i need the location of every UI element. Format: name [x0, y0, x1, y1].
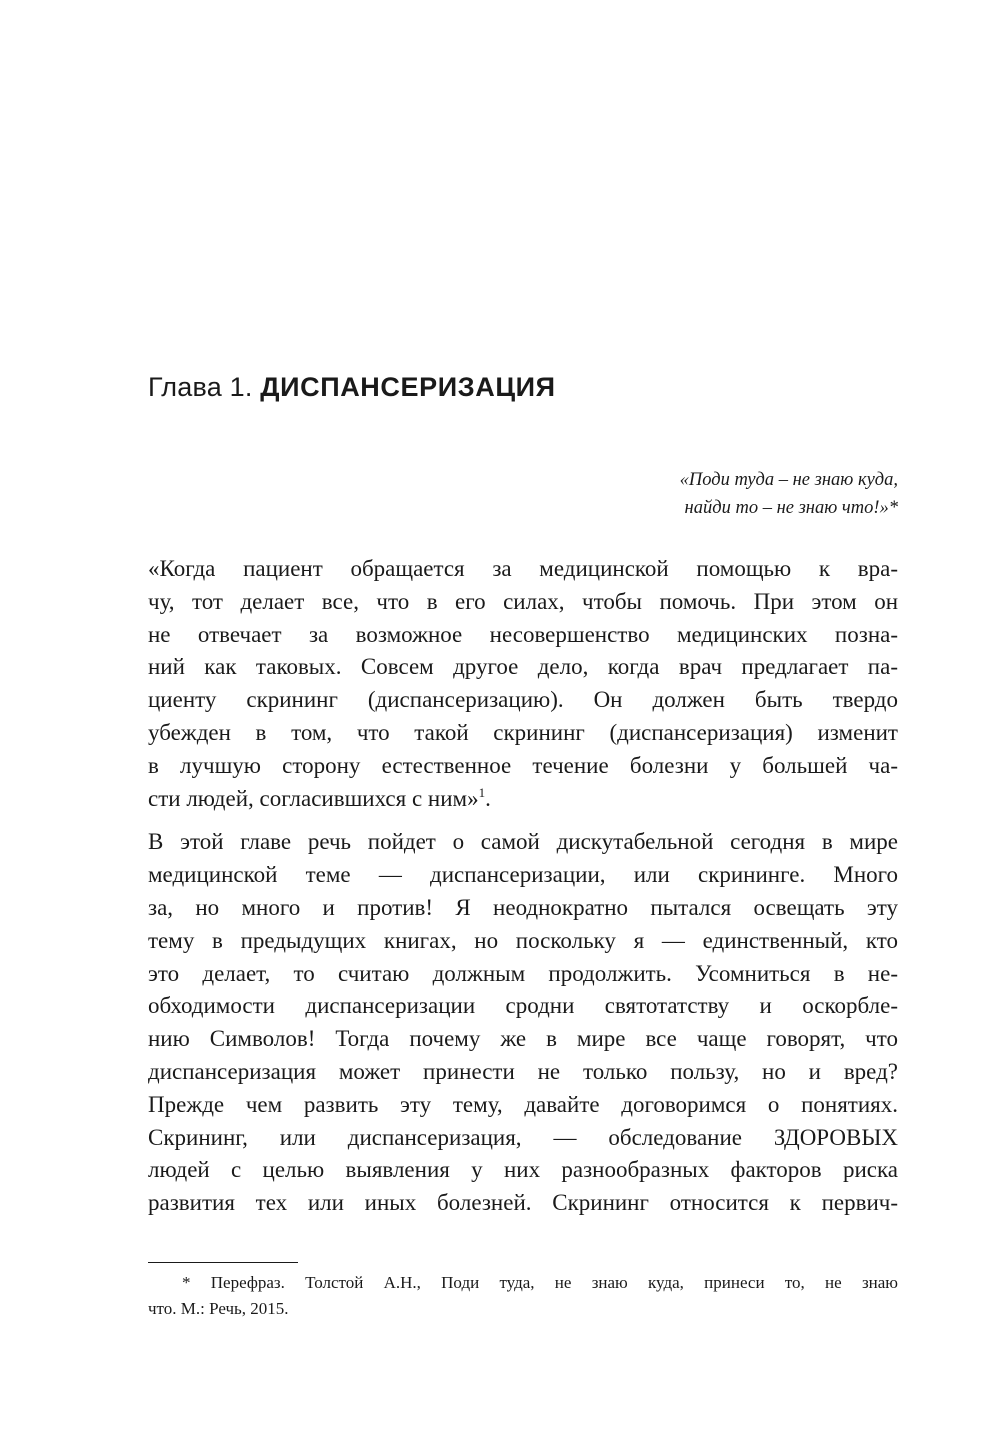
epigraph-line: найди то – не знаю что!»*: [684, 498, 898, 518]
chapter-heading: [148, 369, 556, 405]
paragraph-main: [148, 826, 898, 1220]
text-line: чу, тот делает все, что в его силах, чтобы помочь. При этом он: [148, 588, 898, 614]
text-line: в лучшую сторону естественное течение болезни у большей ча-: [148, 752, 898, 778]
text-line: нию Символов! Тогда почему же в мире все чаще говорят, что: [148, 1026, 898, 1052]
text-line: ний как таковых. Совсем другое дело, когда врач предлагает па-: [148, 654, 898, 680]
text-line: Скрининг, или диспансеризация, — обследование ЗДОРОВЫХ: [148, 1124, 898, 1150]
text-line: за, но много и против! Я неоднократно пытался освещать эту: [148, 894, 898, 920]
text-line: обходимости диспансеризации сродни святотатству и оскорбле-: [148, 993, 898, 1019]
book-page: [148, 0, 898, 1447]
text-line: людей с целью выявления у них разнообразных факторов риска: [148, 1157, 898, 1183]
footnote: [148, 1270, 898, 1322]
text-line-tail: .: [485, 785, 491, 811]
text-line: В этой главе речь пойдет о самой дискутабельной сегодня в мире: [148, 829, 898, 855]
footnote-divider: [148, 1262, 298, 1263]
text-line: развития тех или иных болезней. Скрининг относится к первич-: [148, 1190, 898, 1216]
footnote-line: * Перефраз. Толстой А.Н., Поди туда, не знаю куда, принеси то, не знаю: [182, 1273, 898, 1292]
text-line: тему в предыдущих книгах, но поскольку я — единственный, кто: [148, 927, 898, 953]
text-line: убежден в том, что такой скрининг (диспансеризация) изменит: [148, 719, 898, 745]
text-line: Прежде чем развить эту тему, давайте договоримся о понятиях.: [148, 1091, 898, 1117]
chapter-number: Глава 1.: [148, 372, 253, 402]
text-line: диспансеризация может принести не только пользу, но и вред?: [148, 1058, 898, 1084]
text-line: медицинской теме — диспансеризации, или скрининге. Много: [148, 862, 898, 888]
text-line: «Когда пациент обращается за медицинской помощью к вра-: [148, 556, 898, 581]
text-line: это делает, то считаю должным продолжить. Усомниться в не-: [148, 960, 898, 986]
epigraph: [680, 466, 898, 522]
epigraph-line: «Поди туда – не знаю куда,: [679, 470, 898, 490]
body-text: [148, 553, 898, 1220]
footnote-line: что. М.: Речь, 2015.: [148, 1299, 289, 1318]
text-line-content: сти людей, согласившихся с ним»: [148, 785, 479, 811]
text-line: [148, 783, 898, 816]
reference-mark[interactable]: 1: [478, 784, 486, 800]
text-line: циенту скрининг (диспансеризацию). Он должен быть твердо: [148, 687, 898, 713]
text-line: не отвечает за возможное несовершенство медицинских позна-: [148, 621, 898, 647]
chapter-title: ДИСПАНСЕРИЗАЦИЯ: [260, 372, 556, 402]
paragraph-quote: [148, 553, 898, 815]
